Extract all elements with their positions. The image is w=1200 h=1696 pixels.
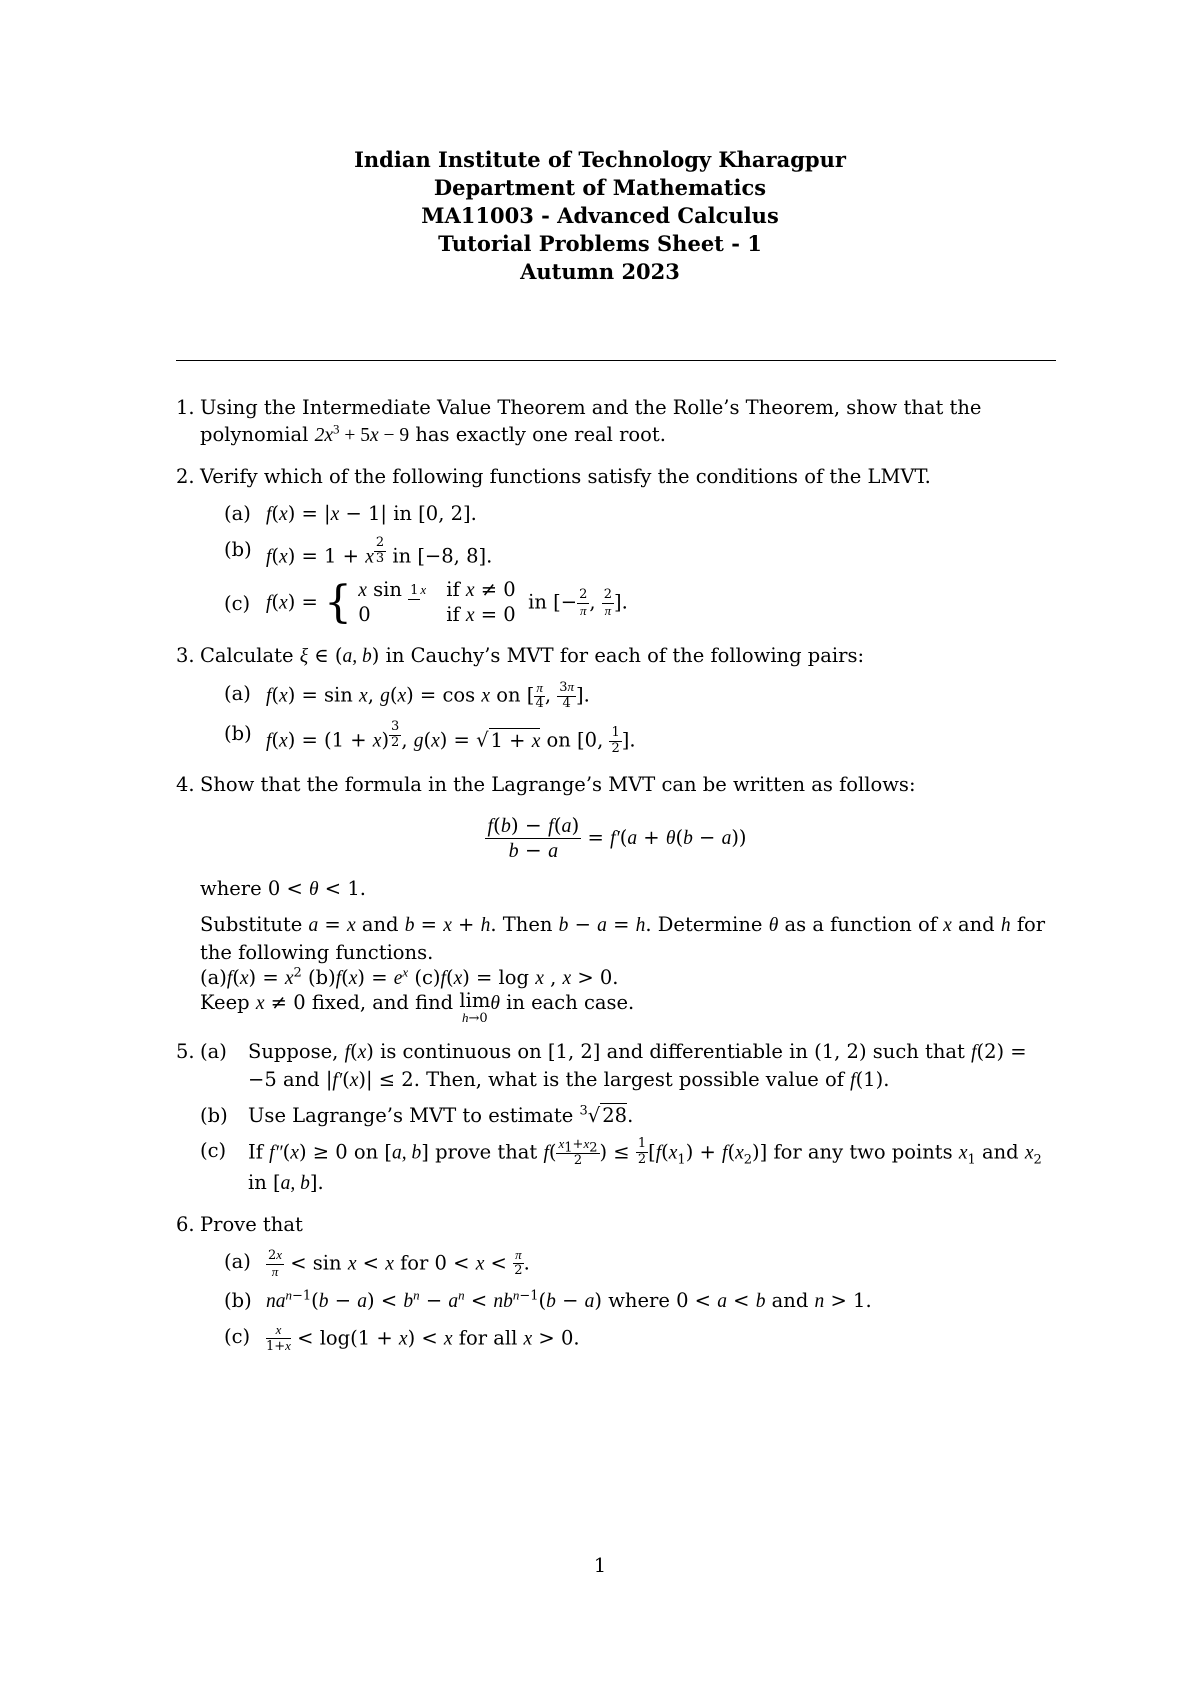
subproblem-3b: (b) f(x) = (1 + x) $^{\frac{3}{2}}$ , g(x) = √ 1 + x on [0, $\frac{1}{2}$ ]. [224,719,636,756]
document-header [0,146,1200,286]
problem-6: 6. Prove that (a) $\frac{2x}{\pi}$ < sin x < x for 0 < x < $\frac{\pi}{2}$ . (b) $na^{n-1}(b - a) < b^n - a^n < nb^{n-1}(b - a)$ where 0 < a < b and n > 1. (c) $\frac{x}{1+x}$ < log(1 + x) < x for all x > 0. [176,1211,1056,1356]
course-title: MA11003 - Advanced Calculus [421,203,779,228]
problem-4: 4. Show that the formula in the Lagrange’s MVT can be written as follows: $\frac{f(b) - f(a)}{b - a}$ = f′(a + θ(b − a)) where 0 < θ < 1. Substitute a = x and b = x + h. Then b − a = h. Determine θ as a function of x and h for the following functions. $(a)f(x) = x^2$ $(b)f(x) = e^x$ (c)f(x) = log x , x > 0. Keep x ≠ 0 fixed, and find lim h→0 θ in each case. [176,771,1056,1026]
subproblem-2b: (b) f(x) = 1 + x $^{\frac{2}{3}}$ in [−8, 8]. [224,535,493,568]
department-name: Department of Mathematics [433,175,767,200]
institute-name: Indian Institute of Technology Kharagpur [354,147,846,172]
subproblem-5b: (b) Use Lagrange’s MVT to estimate $^3$√ 28. [200,1103,634,1127]
lagrange-formula: $\frac{f(b) - f(a)}{b - a}$ = f′(a + θ(b − a)) [487,812,747,862]
term: Autumn 2023 [520,259,680,284]
problem-5 [176,1038,1056,1197]
subproblem-2a: (a) f(x) = |x − 1| in [0, 2]. [224,502,477,525]
problem-list [176,394,1056,1363]
problem-number: 5. [176,1039,195,1063]
subproblem-6c: (c) $\frac{x}{1+x}$ < log(1 + x) < x for all x > 0. [224,1322,580,1355]
subproblem-2c: (c) f(x) = { x sin 1 x if x ≠ 0 0 if x = 0 in [− $\frac{2}{\pi}$ , $\frac{2}{\pi}$ ]. [224,577,628,629]
problem-1: 1. Using the Intermediate Value Theorem and the Rolle’s Theorem, show that the polynomial $2x^3 + 5x - 9$ has exactly one real root. [176,396,982,446]
problem-text: Using the Intermediate Value Theorem and the Rolle’s Theorem, show that the polynomial [200,396,982,446]
problem-number: 2. [176,465,195,488]
problem-text: Verify which of the following functions satisfy the conditions of the LMVT. [200,465,931,488]
problem-number: 1. [176,396,195,419]
problem-2 [176,463,1056,628]
subproblem-6b: (b) $na^{n-1}(b - a) < b^n - a^n < nb^{n-1}(b - a)$ where 0 < a < b and n > 1. [224,1287,872,1313]
problem-text: has exactly one real root. [415,423,666,446]
subproblem-5c: (c) If f″(x) ≥ 0 on [a, b] prove that f( $\frac{x_1+x_2}{2}$ ) ≤ $\frac{1}{2}$ $[f(x_1) + f(x_2)]$ for any two points $x_1$ and $x_2$ in [a, b]. [200,1135,1042,1194]
problem-number: 4. [176,772,195,796]
page-number: 1 [593,1554,607,1577]
problem-number: 6. [176,1212,195,1236]
subproblem-3a: (a) f(x) = sin x, g(x) = cos x on [ $\frac{\pi}{4}$ , $\frac{3\pi}{4}$ ]. [224,679,590,712]
subproblem-6a: (a) $\frac{2x}{\pi}$ < sin x < x for 0 < x < $\frac{\pi}{2}$ . [224,1246,530,1279]
problem-3: 3. Calculate ξ ∈ (a, b) in Cauchy’s MVT for each of the following pairs: (a) f(x) = sin x, g(x) = cos x on [ $\frac{\pi}{4}$ , $\frac{3\pi}{4}$ ]. (b) f(x) = (1 + x) $^{\frac{3}{2}}$ , g(x) = √ 1 + x on [0, $\frac{1}{2}$ ]. [176,642,1056,756]
horizontal-rule [176,360,1056,361]
problem-number: 3. [176,644,195,668]
subproblem-5a: (a) Suppose, f(x) is continuous on [1, 2] and differentiable in (1, 2) such that f(2) = −5 and |f′(x)| ≤ 2. Then, what is the largest possible value of f(1). [200,1039,1027,1091]
sheet-title: Tutorial Problems Sheet - 1 [438,231,762,256]
